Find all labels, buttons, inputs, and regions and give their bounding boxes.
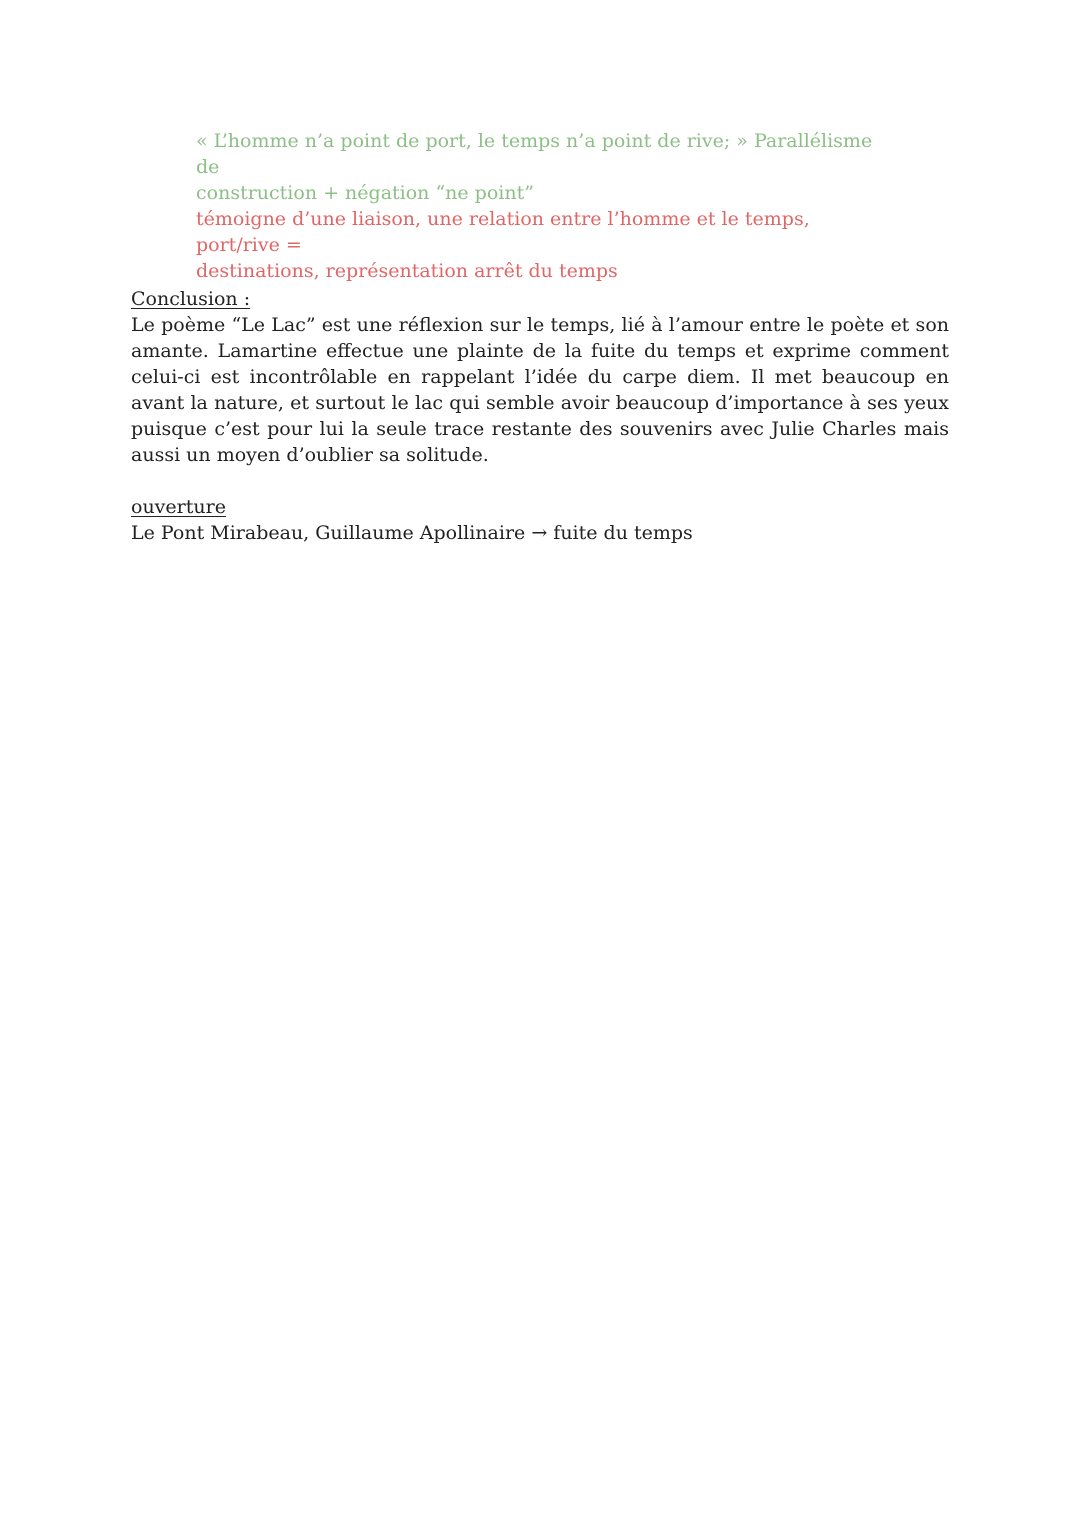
ouverture-section xyxy=(131,494,949,546)
analysis-line: destinations, représentation arrêt du temps xyxy=(196,260,618,282)
ouverture-heading: ouverture xyxy=(131,496,226,518)
conclusion-paragraph: Le poème “Le Lac” est une réflexion sur le temps, lié à l’amour entre le poète et son amante. Lamartine effectue une plainte de la fuite du temps et exprime comment celui-ci est incontrôlable en rappelant l’idée du carpe diem. Il met beaucoup en avant la nature, et surtout le lac qui semble avoir beaucoup d’importance à ses yeux puisque c’est pour lui la seule trace restante des souvenirs avec Julie Charles mais aussi un moyen d’oublier sa solitude. xyxy=(131,314,949,466)
conclusion-section xyxy=(131,286,949,468)
quote-analysis-block xyxy=(196,128,896,284)
quote-line: construction + négation “ne point” xyxy=(196,182,534,204)
conclusion-heading: Conclusion : xyxy=(131,288,251,310)
analysis-line: témoigne d’une liaison, une relation entre l’homme et le temps, port/rive = xyxy=(196,208,810,256)
ouverture-text: Le Pont Mirabeau, Guillaume Apollinaire → fuite du temps xyxy=(131,522,693,544)
quote-line: « L’homme n’a point de port, le temps n’a point de rive; » Parallélisme de xyxy=(196,130,873,178)
